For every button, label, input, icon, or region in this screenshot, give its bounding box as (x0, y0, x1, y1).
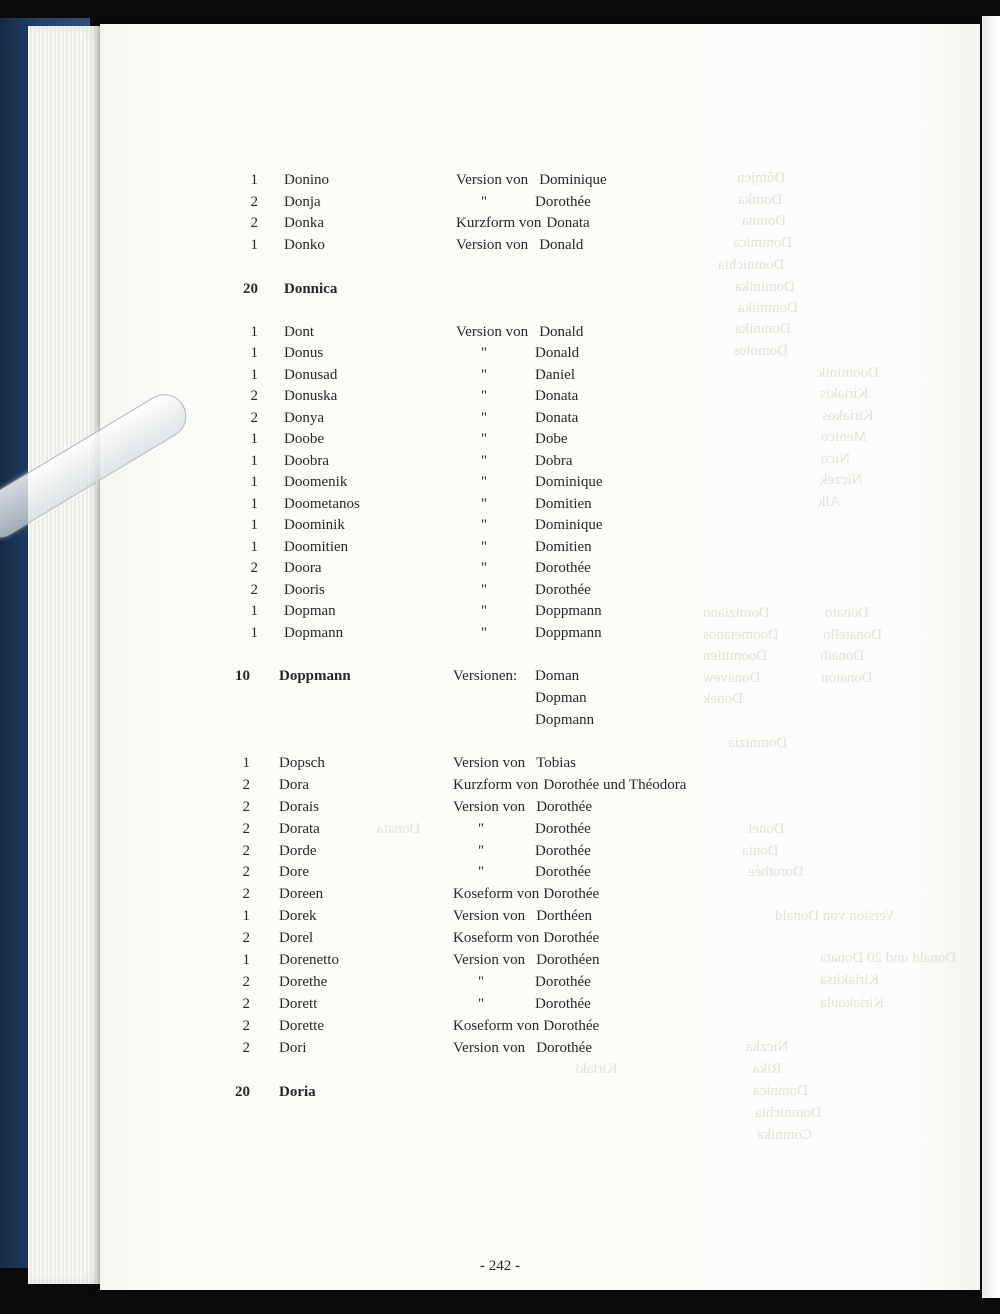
relation-label: Version von (456, 324, 529, 340)
mirrored-show-through-text: Dommika (738, 300, 798, 316)
source-name: Dorothée und Théodora (543, 777, 687, 793)
source-name: Dominique (535, 517, 603, 533)
source-name: Domitien (535, 496, 592, 512)
list-row (0, 884, 1000, 906)
source-name: Dorthéen (536, 908, 592, 924)
list-row (0, 343, 1000, 365)
relation-label: Version von (453, 1040, 526, 1056)
list-row (0, 365, 1000, 387)
name-count: 20 (235, 1084, 250, 1100)
list-row (0, 322, 1000, 344)
given-name: Donuska (284, 388, 338, 404)
relation-label: Version von (453, 755, 526, 771)
given-name: Dore (279, 864, 309, 880)
mirrored-show-through-text: Donavew (703, 670, 761, 686)
list-row (0, 213, 1000, 235)
list-row (0, 537, 1000, 559)
given-name: Doomenik (284, 474, 348, 490)
relation-label: " (481, 345, 488, 361)
list-row (0, 601, 1000, 623)
relation-label: Koseform von (453, 930, 540, 946)
list-row (0, 192, 1000, 214)
given-name: Doora (284, 560, 322, 576)
mirrored-show-through-text: Dômjcn (737, 170, 786, 186)
given-name: Doometanos (284, 496, 360, 512)
given-name: Donusad (284, 367, 338, 383)
given-name: Dooris (284, 582, 325, 598)
list-row (0, 906, 1000, 928)
given-name: Donja (284, 194, 321, 210)
given-name: Dopsch (279, 755, 325, 771)
relation-label: " (481, 603, 488, 619)
list-row (0, 666, 1000, 688)
list-row (0, 580, 1000, 602)
name-count: 2 (242, 1040, 250, 1056)
relation-label: Koseform von (453, 886, 540, 902)
name-count: 2 (242, 843, 250, 859)
source-name: Dorothée (535, 843, 591, 859)
source-name: Dorothée (536, 799, 592, 815)
mirrored-show-through-text: Doometanos (703, 627, 779, 643)
given-name: Dorel (279, 930, 314, 946)
given-name: Dopman (284, 603, 336, 619)
mirrored-show-through-text: Dommica (733, 235, 793, 251)
name-count: 1 (250, 237, 258, 253)
list-row (0, 170, 1000, 192)
relation-label: " (481, 388, 488, 404)
mirrored-show-through-text: Domna (742, 213, 787, 229)
name-count: 2 (242, 864, 250, 880)
list-row (0, 841, 1000, 863)
list-row (0, 1016, 1000, 1038)
relation-label: " (478, 974, 485, 990)
name-count: 1 (250, 367, 258, 383)
list-row (0, 972, 1000, 994)
list-row (0, 623, 1000, 645)
mirrored-show-through-text: Domolos (733, 343, 789, 359)
name-count: 1 (250, 345, 258, 361)
source-name: Doman (535, 668, 580, 684)
mirrored-show-through-text: Domka (738, 192, 783, 208)
list-row (0, 451, 1000, 473)
name-count: 2 (242, 777, 250, 793)
relation-label: " (481, 194, 488, 210)
relation-label: " (481, 367, 488, 383)
name-count: 2 (250, 410, 258, 426)
mirrored-show-through-text: Kiriakitsa (820, 972, 880, 988)
list-row (0, 994, 1000, 1016)
mirrored-show-through-text: Menico (821, 429, 867, 445)
relation-label: " (481, 431, 488, 447)
relation-label: Version von (453, 908, 526, 924)
list-row (0, 279, 1000, 301)
relation-label: " (481, 410, 488, 426)
mirrored-show-through-text: Dominika (735, 279, 795, 295)
source-name: Dorothée (535, 582, 591, 598)
source-name: Dorothée (543, 886, 600, 902)
list-row (0, 710, 1000, 732)
mirrored-show-through-text: Domnica (753, 1083, 808, 1099)
given-name: Dorenetto (279, 952, 339, 968)
mirrored-show-through-text: Niczka (746, 1039, 789, 1055)
name-count: 1 (242, 755, 250, 771)
mirrored-show-through-text: Domiziano (703, 605, 770, 621)
mirrored-show-through-text: Domnika (735, 321, 791, 337)
name-count: 1 (250, 625, 258, 641)
relation-label: " (478, 864, 485, 880)
source-name: Tobias (536, 755, 576, 771)
given-name: Doominik (284, 517, 345, 533)
relation-label: Version von (456, 172, 529, 188)
relation-label: " (481, 625, 488, 641)
source-name: Dorothée (535, 864, 591, 880)
name-count: 2 (242, 974, 250, 990)
name-count: 1 (250, 324, 258, 340)
source-name: Donald (539, 324, 584, 340)
given-name: Dopmann (284, 625, 344, 641)
source-name: Donata (546, 215, 590, 231)
source-name: Dopmann (535, 712, 595, 728)
given-name: Doobe (284, 431, 324, 447)
relation-label: " (481, 496, 488, 512)
relation-label: " (478, 821, 485, 837)
name-count: 1 (250, 431, 258, 447)
list-row (0, 494, 1000, 516)
name-count: 1 (250, 517, 258, 533)
given-name: Dori (279, 1040, 307, 1056)
relation-label: " (481, 517, 488, 533)
mirrored-show-through-text: Donaton (821, 670, 873, 686)
source-name: Dorothée (535, 821, 591, 837)
mirrored-show-through-text: Donato (825, 605, 870, 621)
given-name: Dorais (279, 799, 319, 815)
list-row (0, 775, 1000, 797)
name-count: 1 (242, 908, 250, 924)
name-count: 2 (250, 215, 258, 231)
source-name: Dopman (535, 690, 587, 706)
mirrored-show-through-text: Doominik (818, 365, 879, 381)
name-count: 2 (242, 996, 250, 1012)
mirrored-show-through-text: Kiriaki (575, 1061, 618, 1077)
mirrored-show-through-text: Donath (820, 648, 865, 664)
list-row (0, 472, 1000, 494)
mirrored-show-through-text: Doomitien (703, 648, 768, 664)
given-name: Dorethe (279, 974, 328, 990)
given-name: Dorek (279, 908, 317, 924)
list-row (0, 558, 1000, 580)
given-name: Dorett (279, 996, 318, 1012)
source-name: Dorothée (535, 996, 591, 1012)
mirrored-show-through-text: Domnizia (728, 735, 788, 751)
mirrored-show-through-text: Dorothée (748, 864, 804, 880)
list-row (0, 688, 1000, 710)
mirrored-show-through-text: Donata (377, 821, 421, 837)
relation-label: " (478, 843, 485, 859)
given-name: Donnica (284, 281, 338, 297)
name-count: 2 (250, 582, 258, 598)
source-name: Dorothée (535, 974, 591, 990)
mirrored-show-through-text: Donek (703, 691, 743, 707)
given-name: Doomitien (284, 539, 349, 555)
given-name: Donka (284, 215, 324, 231)
source-name: Dominique (539, 172, 607, 188)
name-count: 2 (250, 194, 258, 210)
mirrored-show-through-text: Rika (753, 1061, 782, 1077)
given-name: Donino (284, 172, 329, 188)
name-count: 1 (250, 453, 258, 469)
name-count: 2 (242, 886, 250, 902)
source-name: Donald (539, 237, 584, 253)
name-count: 2 (250, 388, 258, 404)
given-name: Doria (279, 1084, 316, 1100)
list-row (0, 1038, 1000, 1060)
source-name: Dorothée (535, 194, 591, 210)
mirrored-show-through-text: Version von Donald (775, 908, 895, 924)
list-row (0, 862, 1000, 884)
relation-label: " (481, 539, 488, 555)
relation-label: Koseform von (453, 1018, 540, 1034)
name-count: 1 (250, 172, 258, 188)
mirrored-show-through-text: Comnika (757, 1127, 812, 1143)
given-name: Donus (284, 345, 324, 361)
relation-label: Versionen: (453, 668, 518, 684)
given-name: Dorata (279, 821, 320, 837)
list-row (0, 950, 1000, 972)
relation-label: Version von (453, 952, 526, 968)
relation-label: Version von (456, 237, 529, 253)
list-row (0, 1082, 1000, 1104)
source-name: Dorothée (536, 1040, 592, 1056)
source-name: Doppmann (535, 625, 602, 641)
source-name: Dorothée (535, 560, 591, 576)
mirrored-show-through-text: Kiriakos (822, 408, 874, 424)
source-name: Domitien (535, 539, 592, 555)
mirrored-show-through-text: Donatello (823, 627, 883, 643)
source-name: Dorothée (543, 930, 600, 946)
relation-label: " (481, 453, 488, 469)
source-name: Dobra (535, 453, 573, 469)
relation-label: Kurzform von (456, 215, 542, 231)
name-count: 2 (242, 1018, 250, 1034)
list-row (0, 753, 1000, 775)
given-name: Doobra (284, 453, 329, 469)
source-name: Dorothéen (536, 952, 600, 968)
given-name: Donko (284, 237, 325, 253)
source-name: Donata (535, 388, 579, 404)
name-count: 2 (242, 821, 250, 837)
name-count: 1 (250, 474, 258, 490)
relation-label: " (481, 582, 488, 598)
given-name: Doreen (279, 886, 324, 902)
mirrored-show-through-text: Donald und 20 Donata (820, 950, 957, 966)
list-row (0, 797, 1000, 819)
mirrored-show-through-text: Donia (742, 843, 779, 859)
name-count: 1 (250, 539, 258, 555)
name-count: 1 (250, 603, 258, 619)
list-row (0, 819, 1000, 841)
name-count: 1 (250, 496, 258, 512)
mirrored-show-through-text: Domnichia (755, 1105, 822, 1121)
source-name: Donata (535, 410, 579, 426)
source-name: Dorothée (543, 1018, 600, 1034)
list-row (0, 235, 1000, 257)
name-count: 20 (243, 281, 258, 297)
name-count: 2 (242, 930, 250, 946)
mirrored-show-through-text: Kiriakoula (820, 995, 885, 1011)
name-count: 10 (235, 668, 250, 684)
page-number: - 242 - (480, 1258, 520, 1274)
source-name: Donald (535, 345, 580, 361)
source-name: Dominique (535, 474, 603, 490)
name-count: 2 (242, 799, 250, 815)
relation-label: Kurzform von (453, 777, 539, 793)
name-count: 2 (250, 560, 258, 576)
given-name: Dorde (279, 843, 317, 859)
relation-label: Version von (453, 799, 526, 815)
mirrored-show-through-text: Alk (818, 494, 841, 510)
given-name: Donya (284, 410, 324, 426)
list-row (0, 928, 1000, 950)
mirrored-show-through-text: Donet (748, 821, 785, 837)
source-name: Doppmann (535, 603, 602, 619)
source-name: Daniel (535, 367, 575, 383)
mirrored-show-through-text: Nico (821, 451, 851, 467)
mirrored-show-through-text: Niczek (820, 472, 863, 488)
list-row (0, 515, 1000, 537)
source-name: Dobe (535, 431, 568, 447)
relation-label: " (478, 996, 485, 1012)
given-name: Dont (284, 324, 314, 340)
mirrored-show-through-text: Domnichia (718, 257, 785, 273)
given-name: Dora (279, 777, 309, 793)
mirrored-show-through-text: Kiriakis (820, 386, 869, 402)
given-name: Doppmann (279, 668, 351, 684)
relation-label: " (481, 474, 488, 490)
given-name: Dorette (279, 1018, 324, 1034)
relation-label: " (481, 560, 488, 576)
name-count: 1 (242, 952, 250, 968)
